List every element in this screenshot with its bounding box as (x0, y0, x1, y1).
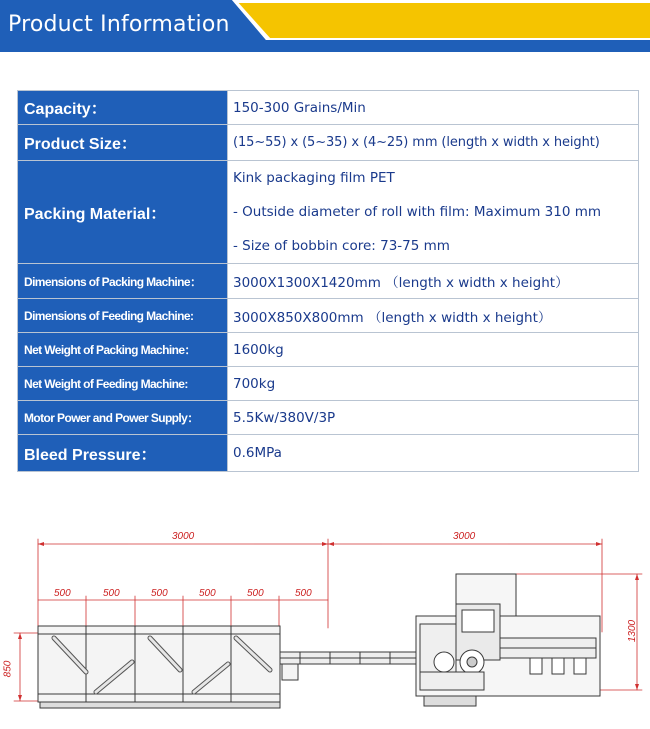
product-size-label: Product Size： (18, 125, 228, 161)
dim-packing-label: Dimensions of Packing Machine： (18, 264, 228, 299)
dim-label-module: 500 (295, 588, 312, 599)
dim-label-module: 500 (54, 588, 71, 599)
table-row-packing-material (18, 161, 639, 264)
motor-power-value: 5.5Kw/380V/3P (228, 401, 639, 435)
packing-material-line: - Outside diameter of roll with film: Maximum 310 mm (233, 204, 602, 220)
table-row-capacity (18, 91, 639, 125)
product-size-value: (15~55) x (5~35) x (4~25) mm (length x width x height) (228, 125, 639, 161)
weight-feeding-label: Net Weight of Feeding Machine: (18, 367, 228, 401)
packing-material-value (228, 161, 639, 264)
table-row-weight-packing (18, 333, 639, 367)
dim-label-module: 500 (151, 588, 168, 599)
table-row-dim-feeding (18, 299, 639, 333)
table-row-motor-power (18, 401, 639, 435)
dim-label-packer-height: 1300 (627, 619, 639, 643)
machine-layout-drawing (0, 520, 650, 729)
motor-power-label: Motor Power and Power Supply： (18, 401, 228, 435)
weight-packing-value: 1600kg (228, 333, 639, 367)
dim-feeding-value: 3000X850X800mm （length x width x height） (228, 299, 639, 333)
capacity-value: 150-300 Grains/Min (228, 91, 639, 125)
banner-title: Product Information (8, 12, 230, 37)
dim-label-module: 500 (199, 588, 216, 599)
dim-label-feeder-length: 3000 (172, 531, 195, 542)
packing-material-line: Kink packaging film PET (233, 170, 395, 186)
weight-packing-label: Net Weight of Packing Machine： (18, 333, 228, 367)
section-banner (0, 0, 650, 52)
weight-feeding-value: 700kg (228, 367, 639, 401)
dim-packing-value: 3000X1300X1420mm （length x width x height） (228, 264, 639, 299)
table-row-bleed-pressure (18, 435, 639, 472)
packing-material-label: Packing Material： (18, 161, 228, 264)
machine-drawing-graphic (0, 520, 650, 729)
bleed-pressure-value: 0.6MPa (228, 435, 639, 472)
dim-label-packer-length: 3000 (453, 531, 476, 542)
dim-feeding-label: Dimensions of Feeding Machine: (18, 299, 228, 333)
capacity-label: Capacity： (18, 91, 228, 125)
table-row-weight-feeding (18, 367, 639, 401)
dim-label-module: 500 (103, 588, 120, 599)
dim-label-feeder-height: 850 (2, 660, 14, 678)
spec-table (17, 90, 639, 472)
packing-material-line: - Size of bobbin core: 73-75 mm (233, 238, 450, 254)
table-row-product-size (18, 125, 639, 161)
table-row-dim-packing (18, 264, 639, 299)
dim-label-module: 500 (247, 588, 264, 599)
bleed-pressure-label: Bleed Pressure： (18, 435, 228, 472)
